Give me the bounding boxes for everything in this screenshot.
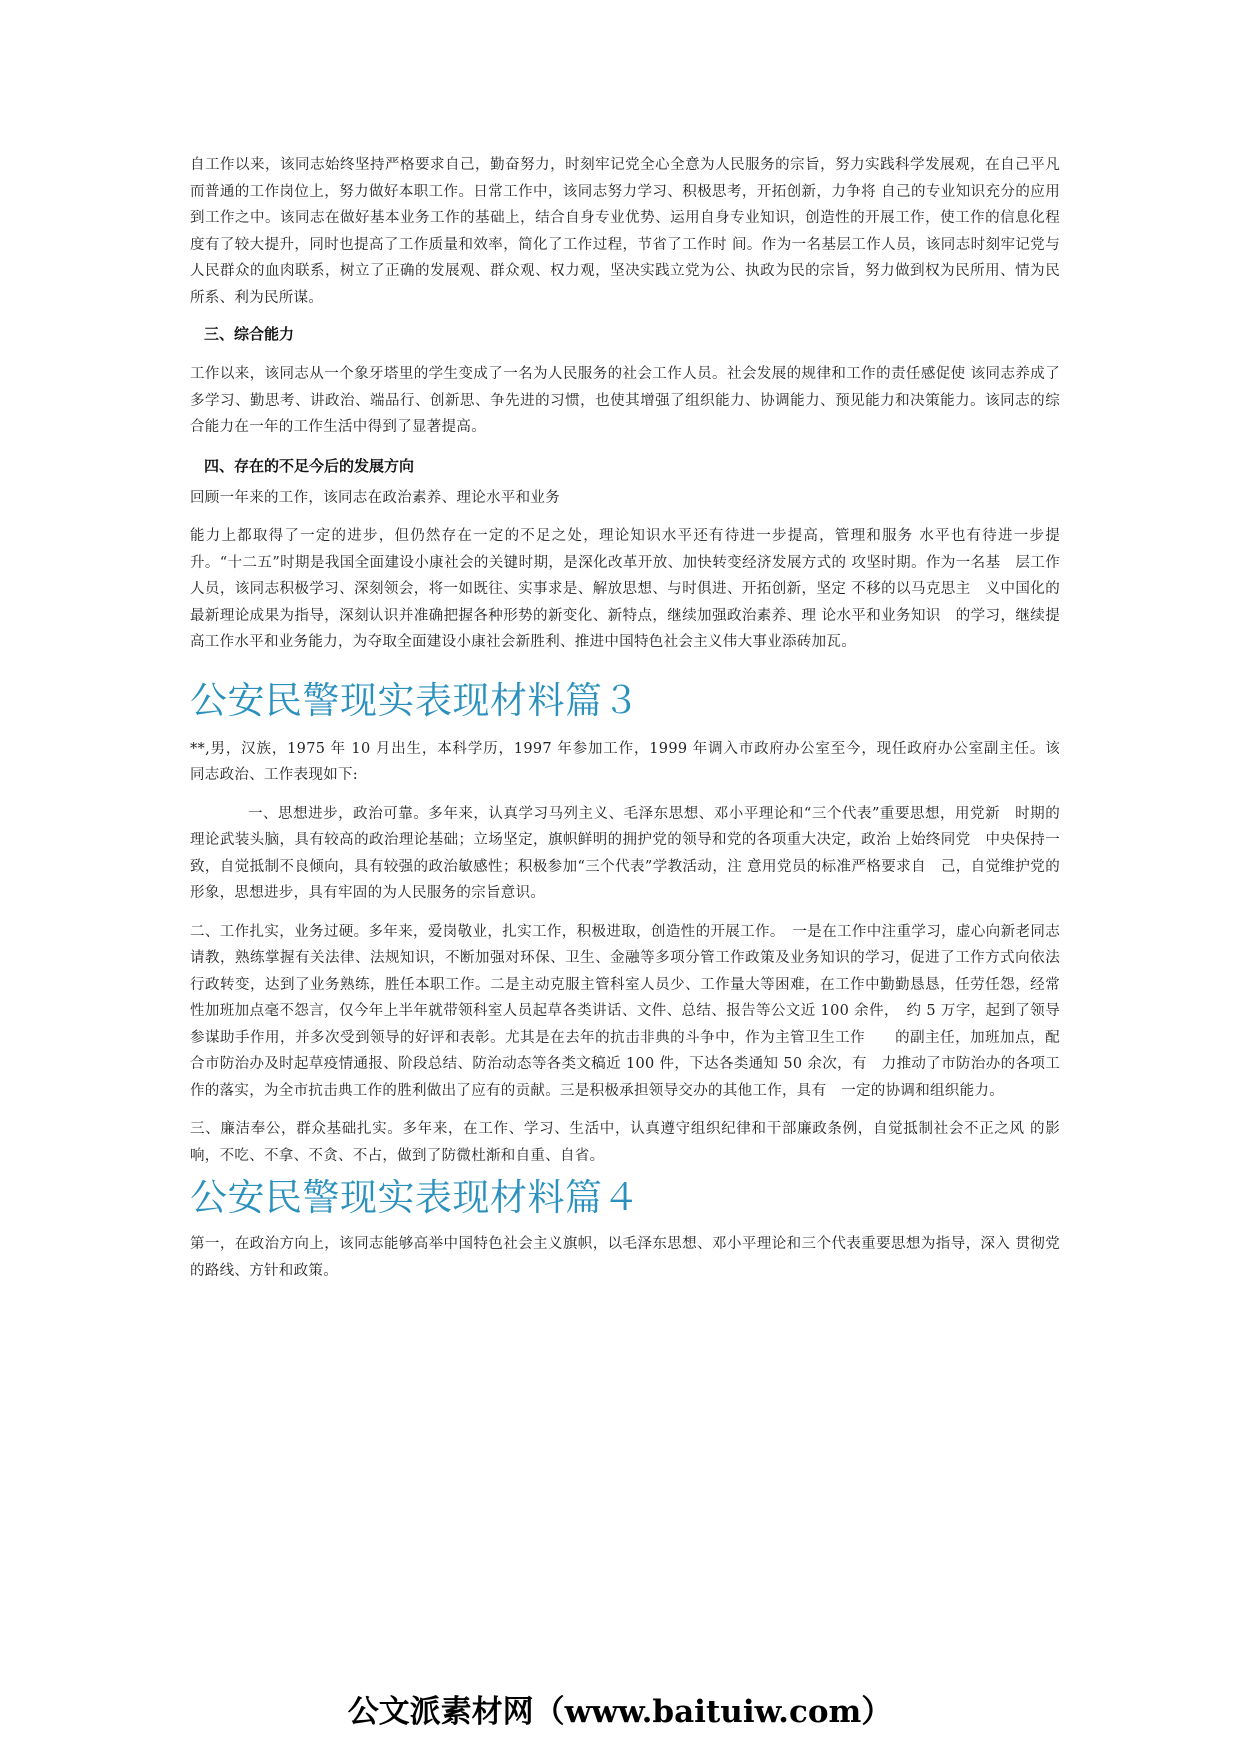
- paragraph-profile: **,男，汉族，1975 年 10 月出生，本科学历，1997 年参加工作，1999 年调入市政府办公室至今，现任政府办公室副主任。该 同志政治、工作表现如下:: [190, 740, 1075, 783]
- paragraph-political-direction: 第一，在政治方向上，该同志能够高举中国特色社会主义旗帜，以毛泽东思想、邓小平理论和三个代表重要思想为指导，深入 贯彻党的路线、方针和政策。: [190, 1236, 1060, 1279]
- paragraph-integrity: 三、廉洁奉公，群众基础扎实。多年来，在工作、学习、生活中，认真遵守组织纪律和干部廉政条例，自觉抵制社会不正之风 的影响，不吃、不拿、不贪、不占，做到了防微杜渐和自重、自省。: [190, 1121, 1060, 1164]
- paragraph-shortcomings: 能力上都取得了一定的进步，但仍然存在一定的不足之处，理论知识水平还有待进一步提高，管理和服务 水平也有待进一步提 升。“十二五”时期是我国全面建设小康社会的关键时期，是深化改革开放、加快转变经济发展方式的 攻坚时期。作为一名基 层工作人员，该同志积极学习、深刻领会，将一如既往、实事求是、解放思想、与时俱进、开拓创新，坚定 不移的以马克思主 义中国化的最新理论成果为指导，深刻认识并准确把握各种形势的新变化、新特点，继续加强政治素养、理 论水平和业务知识 的学习，继续提高工作水平和业务能力，为夺取全面建设小康社会新胜利、推进中国特色社会主义伟大事业添砖加瓦。: [190, 528, 1075, 650]
- paragraph-political: 一、思想进步，政治可靠。多年来，认真学习马列主义、毛泽东思想、邓小平理论和“三个代表”重要思想，用党新 时期的理论武装头脑，具有较高的政治理论基础；立场坚定，旗帜鲜明的拥护党的领导和党的各项重大决定，政治 上始终同党 中央保持一致，自觉抵制不良倾向，具有较强的政治敏感性；积极参加“三个代表”学教活动，注 意用党员的标准严格要求自 己，自觉维护党的形象，思想进步，具有牢固的为人民服务的宗旨意识。: [190, 805, 1060, 901]
- title-article-4: 公安民警现实表现材料篇４: [190, 1176, 640, 1219]
- document-body: [190, 152, 1075, 1284]
- paragraph-comprehensive-ability: 工作以来，该同志从一个象牙塔里的学生变成了一名为人民服务的社会工作人员。社会发展的规律和工作的责任感促使 该同志养成了多学习、勤思考、讲政治、端品行、创新思、争先进的习惯，也使其增强了组织能力、协调能力、预见能力和决策能力。该同志的综合能力在一年的工作生活中得到了显著提高。: [190, 366, 1060, 435]
- heading-shortcomings: 四、存在的不足今后的发展方向: [204, 456, 415, 475]
- paragraph-review-intro: 回顾一年来的工作，该同志在政治素养、理论水平和业务: [190, 489, 560, 506]
- paragraph-work-summary: 自工作以来，该同志始终坚持严格要求自己，勤奋努力，时刻牢记党全心全意为人民服务的宗旨，努力实践科学发展观，在自己平凡而普通的工作岗位上，努力做好本职工作。日常工作中，该同志努力学习、积极思考，开拓创新，力争将 自己的专业知识充分的应用到工作之中。该同志在做好基本业务工作的基础上，结合自身专业优势、运用自身专业知识，创造性的开展工作，使工作的信息化程度有了较大提升，同时也提高了工作质量和效率，简化了工作过程，节省了工作时 间。作为一名基层工作人员，该同志时刻牢记党与人民群众的血肉联系，树立了正确的发展观、群众观、权力观，坚决实践立党为公、执政为民的宗旨，努力做到权为民所用、情为民所系、利为民所谋。: [190, 157, 1060, 306]
- footer-watermark: 公文派素材网（www.baituiw.com）: [347, 1694, 893, 1730]
- paragraph-work: 二、工作扎实，业务过硬。多年来，爱岗敬业，扎实工作，积极进取，创造性的开展工作。 一是在工作中注重学习，虚心向新老同志请教，熟练掌握有关法律、法规知识，不断加强对环保、卫生、金融等多项分管工作政策及业务知识的学习，促进了工作方式向依法行政转变，达到了业务熟练，胜任本职工作。二是主动克服主管科室人员少、工作量大等困难，在工作中勤勤恳恳，任劳任怨，经常性加班加点毫不怨言，仅今年上半年就带领科室人员起草各类讲话、文件、总结、报告等公文近 100 余件， 约 5 万字，起到了领导参谋助手作用，并多次受到领导的好评和表彰。尤其是在去年的抗击非典的斗争中，作为主管卫生工作 的副主任，加班加点，配合市防治办及时起草疫情通报、阶段总结、防治动态等各类文稿近 100 件，下达各类通知 50 余次，有 力推动了市防治办的各项工作的落实，为全市抗击典工作的胜利做出了应有的贡献。三是积极承担领导交办的其他工作，具有 一定的协调和组织能力。: [190, 923, 1060, 1099]
- heading-comprehensive-ability: 三、综合能力: [204, 325, 295, 343]
- title-article-3: 公安民警现实表现材料篇３: [190, 678, 640, 722]
